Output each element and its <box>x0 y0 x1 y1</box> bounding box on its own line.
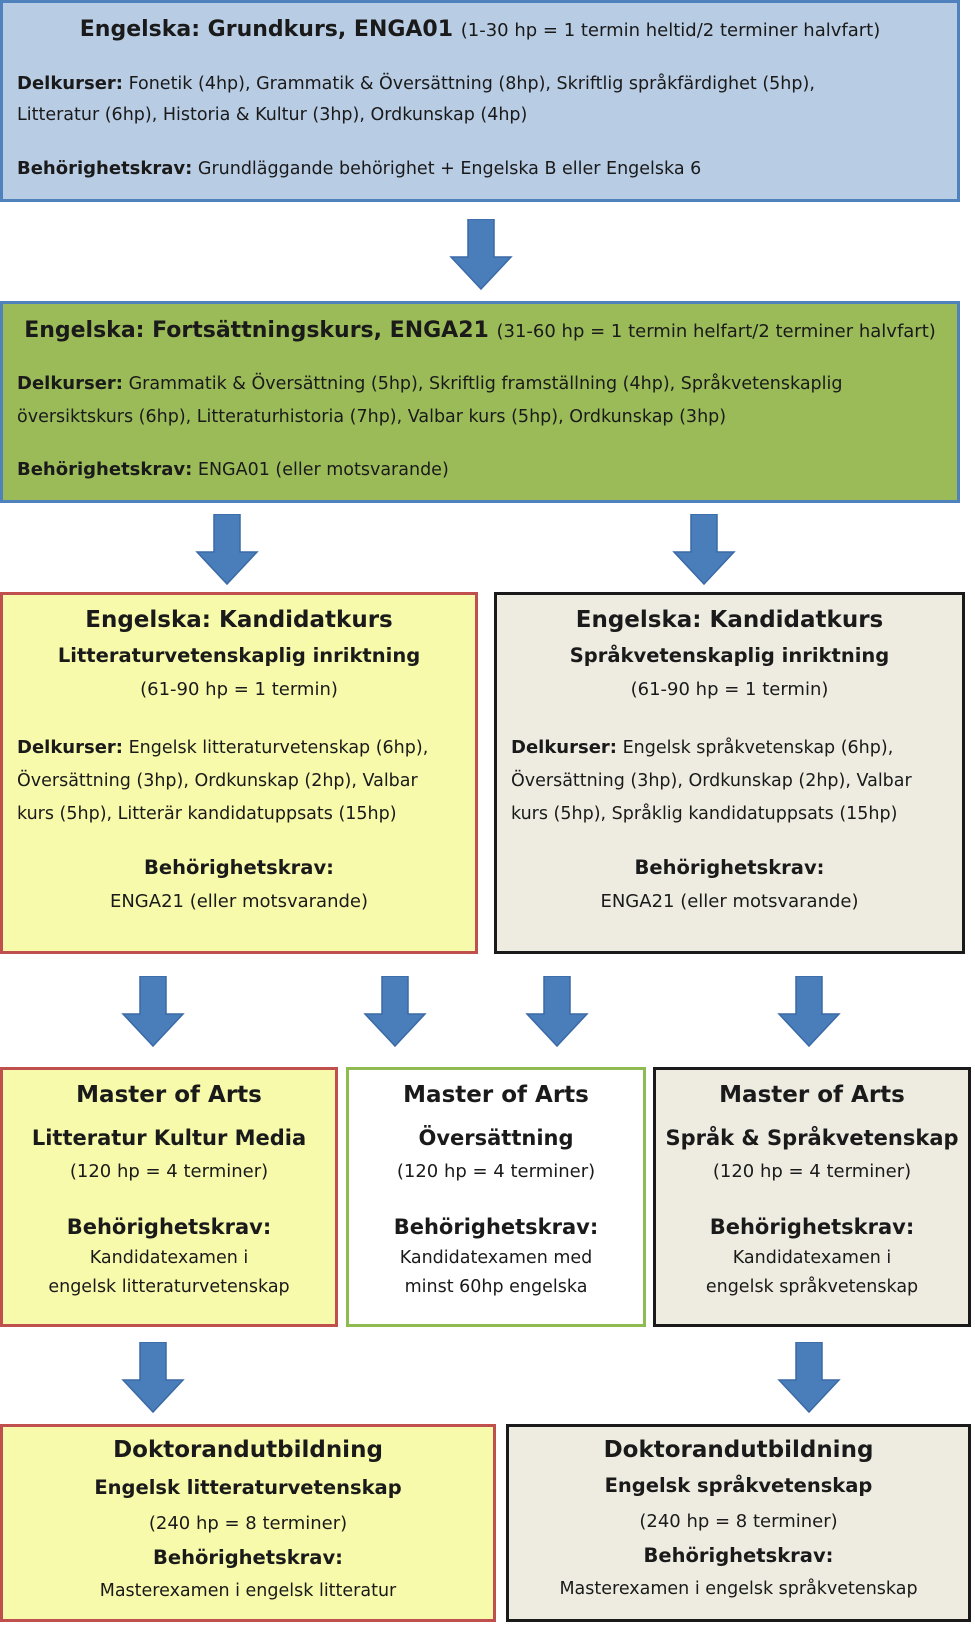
krav-line-1: Kandidatexamen med <box>399 1248 593 1268</box>
delkurser-line-1: Fonetik (4hp), Grammatik & Översättning (8hp), Skriftlig språkfärdighet (5hp), <box>128 74 815 94</box>
master-sprak-box <box>653 1067 971 1327</box>
kandidat-lit-krav-label: Behörighetskrav: <box>144 856 334 879</box>
delkurser-line-2: översiktskurs (6hp), Litteraturhistoria (7hp), Valbar kurs (5hp), Ordkunskap (3hp) <box>17 407 727 427</box>
doktor-lit-hp: (240 hp = 8 terminer) <box>148 1513 348 1534</box>
master-litteratur-box <box>0 1067 338 1327</box>
krav-line-2: engelsk språkvetenskap <box>705 1277 919 1297</box>
master-sprak-title: Master of Arts <box>719 1082 905 1108</box>
kandidat-sprak-krav-label: Behörighetskrav: <box>634 856 825 879</box>
arrow-fortsattning-to-kandidat-lit <box>195 514 259 586</box>
krav-text: Grundläggande behörighet + Engelska B eller Engelska 6 <box>197 159 702 179</box>
master-over-subtitle: Översättning <box>418 1126 574 1150</box>
arrow-master-sprak-to-doktor-sprak <box>777 1342 841 1414</box>
kandidat-lit-title: Engelska: Kandidatkurs <box>85 607 393 633</box>
krav-line-1: Kandidatexamen i <box>732 1248 892 1268</box>
kandidat-sprak-delkurser <box>511 731 948 831</box>
master-sprak-krav-label: Behörighetskrav: <box>709 1215 915 1239</box>
grundkurs-title: Engelska: Grundkurs, ENGA01 <box>79 17 454 42</box>
master-over-krav-label: Behörighetskrav: <box>393 1215 599 1239</box>
delkurser-line-3: kurs (5hp), Litterär kandidatuppsats (15hp) <box>17 804 397 824</box>
delkurser-label: Delkurser: <box>17 73 123 94</box>
delkurser-line-1: Engelsk litteraturvetenskap (6hp), <box>128 738 429 758</box>
delkurser-label: Delkurser: <box>17 737 123 758</box>
delkurser-line-2: Litteratur (6hp), Historia & Kultur (3hp), Ordkunskap (4hp) <box>17 105 528 125</box>
arrow-grundkurs-to-fortsattning <box>449 219 513 291</box>
doktor-sprak-title: Doktorandutbildning <box>603 1437 874 1463</box>
delkurser-label: Delkurser: <box>17 373 123 394</box>
fortsattningskurs-krav <box>17 454 943 486</box>
arrow-kandidat-sprak-to-master-over <box>525 976 589 1048</box>
krav-label: Behörighetskrav: <box>17 459 193 480</box>
kandidat-sprak-title: Engelska: Kandidatkurs <box>575 607 884 633</box>
grundkurs-note: (1-30 hp = 1 termin heltid/2 terminer halvfart) <box>460 20 881 41</box>
delkurser-line-2: Översättning (3hp), Ordkunskap (2hp), Valbar <box>511 771 912 791</box>
delkurser-line-2: Översättning (3hp), Ordkunskap (2hp), Valbar <box>17 771 418 791</box>
krav-label: Behörighetskrav: <box>17 158 193 179</box>
arrow-kandidat-lit-to-master-over <box>363 976 427 1048</box>
kandidatkurs-litteratur-box <box>0 592 478 954</box>
master-lit-hp: (120 hp = 4 terminer) <box>69 1161 269 1182</box>
arrow-kandidat-sprak-to-master-sprak <box>777 976 841 1048</box>
grundkurs-heading <box>17 13 943 48</box>
kandidat-sprak-subtitle: Språkvetenskaplig inriktning <box>569 644 890 667</box>
fortsattningskurs-title: Engelska: Fortsättningskurs, ENGA21 <box>24 318 489 343</box>
grundkurs-delkurser <box>17 68 943 131</box>
krav-line-2: minst 60hp engelska <box>404 1277 588 1297</box>
krav-text: ENGA01 (eller motsvarande) <box>197 460 449 480</box>
doktor-sprak-krav-label: Behörighetskrav: <box>643 1544 834 1567</box>
arrow-master-lit-to-doktor-lit <box>121 1342 185 1414</box>
doktor-lit-title: Doktorandutbildning <box>113 1437 383 1463</box>
doktor-lit-subtitle: Engelsk litteraturvetenskap <box>94 1476 402 1499</box>
doktor-sprak-subtitle: Engelsk språkvetenskap <box>604 1474 873 1497</box>
krav-line-2: engelsk litteraturvetenskap <box>48 1277 290 1297</box>
kandidat-sprak-hp: (61-90 hp = 1 termin) <box>630 679 829 700</box>
krav-line-1: Kandidatexamen i <box>89 1248 249 1268</box>
master-lit-krav <box>9 1244 329 1302</box>
master-oversattning-box <box>346 1067 646 1327</box>
kandidat-lit-delkurser <box>17 731 461 831</box>
delkurser-line-1: Engelsk språkvetenskap (6hp), <box>622 738 894 758</box>
delkurser-line-1: Grammatik & Översättning (5hp), Skriftlig framställning (4hp), Språkvetenskaplig <box>128 374 843 394</box>
master-sprak-krav <box>660 1244 964 1302</box>
doktor-sprak-hp: (240 hp = 8 terminer) <box>639 1511 838 1532</box>
master-sprak-hp: (120 hp = 4 terminer) <box>712 1161 912 1182</box>
kandidat-lit-subtitle: Litteraturvetenskaplig inriktning <box>57 644 421 667</box>
arrow-kandidat-lit-to-master-lit <box>121 976 185 1048</box>
kandidat-lit-hp: (61-90 hp = 1 termin) <box>140 679 338 700</box>
doktor-sprak-krav: Masterexamen i engelsk språkvetenskap <box>559 1579 918 1599</box>
master-lit-krav-label: Behörighetskrav: <box>66 1215 272 1239</box>
kandidatkurs-sprak-box <box>494 592 965 954</box>
fortsattningskurs-box <box>0 301 960 503</box>
fortsattningskurs-heading <box>17 314 943 349</box>
doktorand-sprak-box <box>506 1424 971 1622</box>
delkurser-line-3: kurs (5hp), Språklig kandidatuppsats (15hp) <box>511 804 898 824</box>
grundkurs-krav <box>17 153 943 185</box>
doktorand-litteratur-box <box>0 1424 496 1622</box>
master-over-krav <box>355 1244 637 1302</box>
arrow-fortsattning-to-kandidat-sprak <box>672 514 736 586</box>
fortsattningskurs-note: (31-60 hp = 1 termin helfart/2 terminer halvfart) <box>496 321 936 342</box>
master-sprak-subtitle: Språk & Språkvetenskap <box>665 1126 959 1150</box>
fortsattningskurs-delkurser <box>17 367 943 434</box>
kandidat-lit-krav: ENGA21 (eller motsvarande) <box>109 891 369 912</box>
master-over-title: Master of Arts <box>403 1082 589 1108</box>
master-lit-subtitle: Litteratur Kultur Media <box>31 1126 307 1150</box>
kandidat-sprak-krav: ENGA21 (eller motsvarande) <box>600 891 859 912</box>
delkurser-label: Delkurser: <box>511 737 617 758</box>
doktor-lit-krav-label: Behörighetskrav: <box>153 1546 343 1569</box>
doktor-lit-krav: Masterexamen i engelsk litteratur <box>99 1581 397 1601</box>
grundkurs-box <box>0 0 960 202</box>
master-lit-title: Master of Arts <box>76 1082 262 1108</box>
master-over-hp: (120 hp = 4 terminer) <box>396 1161 596 1182</box>
